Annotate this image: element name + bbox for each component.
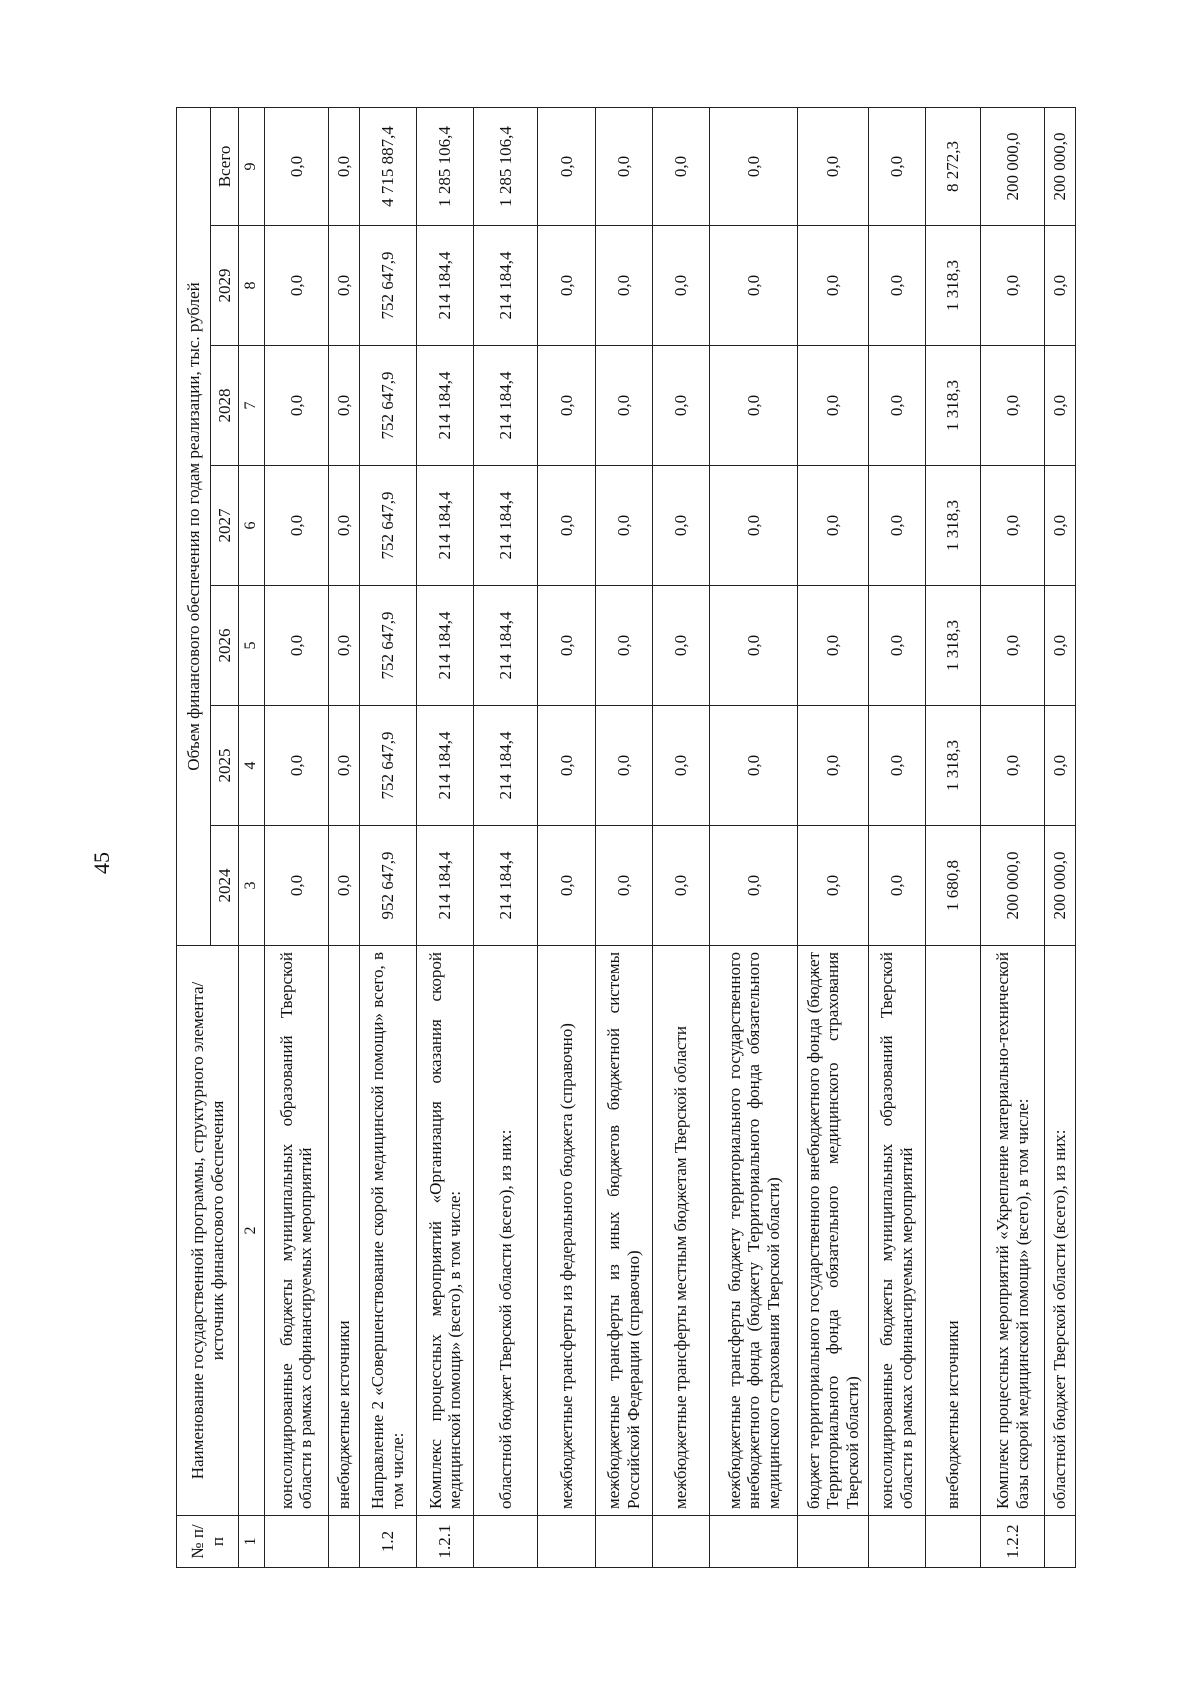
table-row [359, 107, 416, 1567]
row-total-value: 0,0 [652, 107, 709, 225]
row-year-value: 0,0 [595, 346, 652, 466]
row-year-value: 1 318,3 [925, 586, 980, 706]
row-year-value: 0,0 [868, 226, 925, 346]
row-year-value: 0,0 [652, 466, 709, 586]
row-year-value: 0,0 [265, 346, 329, 466]
row-year-value: 0,0 [538, 826, 595, 946]
row-name: межбюджетные трансферты местным бюджетам Тверской области [652, 946, 709, 1516]
row-name: консолидированные бюджеты муниципальных образований Тверской области в рамках софинансируемых мероприятий [868, 946, 925, 1516]
row-year-value: 214 184,4 [417, 826, 474, 946]
table-body [265, 107, 1076, 1567]
row-year-value: 0,0 [652, 826, 709, 946]
table-row [798, 107, 868, 1567]
row-year-value: 0,0 [981, 586, 1045, 706]
row-year-value: 0,0 [595, 706, 652, 826]
row-name: бюджет территориального государственного внебюджетного фонда (бюджет Территориального фонда обязательного медицинского страхования Тверской области) [798, 946, 868, 1516]
column-number: 4 [239, 706, 265, 826]
row-total-value: 200 000,0 [1045, 107, 1076, 225]
row-year-value: 214 184,4 [417, 226, 474, 346]
row-total-value: 1 285 106,4 [474, 107, 538, 225]
financing-table [176, 107, 1076, 1568]
row-name: межбюджетные трансферты из иных бюджетов бюджетной системы Российской Федерации (справочно) [595, 946, 652, 1516]
column-number: 6 [239, 466, 265, 586]
row-name: областной бюджет Тверской области (всего), из них: [1045, 946, 1076, 1516]
rotated-table-wrapper [176, 108, 1076, 1568]
row-total-value: 200 000,0 [981, 107, 1045, 225]
row-year-value: 0,0 [710, 346, 798, 466]
row-number [798, 1516, 868, 1568]
row-year-value: 0,0 [710, 706, 798, 826]
row-total-value: 4 715 887,4 [359, 107, 416, 225]
row-name: межбюджетные трансферты бюджету территориального государственного внебюджетного фонда (бюджету Территориального фонда обязательного медицинского страхования Тверской области) [710, 946, 798, 1516]
row-year-value: 0,0 [538, 466, 595, 586]
row-year-value: 752 647,9 [359, 586, 416, 706]
row-year-value: 0,0 [538, 226, 595, 346]
row-year-value: 0,0 [595, 466, 652, 586]
column-number: 3 [239, 826, 265, 946]
row-name: внебюджетные источники [925, 946, 980, 1516]
header-total: Всего [211, 107, 239, 225]
row-number [474, 1516, 538, 1568]
table-row [1045, 107, 1076, 1567]
row-year-value: 752 647,9 [359, 346, 416, 466]
row-year-value: 214 184,4 [417, 586, 474, 706]
row-year-value: 0,0 [328, 586, 359, 706]
row-year-value: 0,0 [981, 706, 1045, 826]
row-name: Комплекс процессных мероприятий «Укрепление материально-технической базы скорой медицинской помощи» (всего), в том числе: [981, 946, 1045, 1516]
row-year-value: 0,0 [328, 826, 359, 946]
column-number: 1 [239, 1516, 265, 1568]
header-year: 2029 [211, 226, 239, 346]
row-name: внебюджетные источники [328, 946, 359, 1516]
column-number: 8 [239, 226, 265, 346]
column-number: 9 [239, 107, 265, 225]
row-number [328, 1516, 359, 1568]
row-year-value: 0,0 [798, 226, 868, 346]
row-number [538, 1516, 595, 1568]
row-year-value: 0,0 [652, 226, 709, 346]
row-year-value: 1 318,3 [925, 226, 980, 346]
row-year-value: 0,0 [265, 826, 329, 946]
row-name: Направление 2 «Совершенствование скорой медицинской помощи» всего, в том числе: [359, 946, 416, 1516]
row-year-value: 0,0 [981, 226, 1045, 346]
row-total-value: 0,0 [328, 107, 359, 225]
row-year-value: 1 318,3 [925, 706, 980, 826]
row-name: межбюджетные трансферты из федерального бюджета (справочно) [538, 946, 595, 1516]
row-total-value: 0,0 [595, 107, 652, 225]
row-year-value: 0,0 [265, 586, 329, 706]
row-number [710, 1516, 798, 1568]
row-total-value: 8 272,3 [925, 107, 980, 225]
row-year-value: 214 184,4 [474, 826, 538, 946]
row-year-value: 0,0 [652, 346, 709, 466]
table-row [265, 107, 329, 1567]
row-year-value: 0,0 [1045, 466, 1076, 586]
table-row [595, 107, 652, 1567]
row-year-value: 0,0 [710, 826, 798, 946]
row-year-value: 0,0 [710, 226, 798, 346]
row-total-value: 0,0 [868, 107, 925, 225]
row-year-value: 214 184,4 [474, 586, 538, 706]
row-name: областной бюджет Тверской области (всего), из них: [474, 946, 538, 1516]
row-number [925, 1516, 980, 1568]
column-number: 5 [239, 586, 265, 706]
table-row [538, 107, 595, 1567]
row-total-value: 1 285 106,4 [417, 107, 474, 225]
row-year-value: 0,0 [538, 586, 595, 706]
row-year-value: 0,0 [798, 466, 868, 586]
row-year-value: 752 647,9 [359, 466, 416, 586]
row-year-value: 0,0 [328, 706, 359, 826]
row-year-value: 0,0 [652, 706, 709, 826]
table-row [652, 107, 709, 1567]
row-year-value: 214 184,4 [474, 706, 538, 826]
header-year: 2025 [211, 706, 239, 826]
row-year-value: 0,0 [710, 586, 798, 706]
row-year-value: 1 680,8 [925, 826, 980, 946]
row-total-value: 0,0 [798, 107, 868, 225]
row-year-value: 214 184,4 [417, 706, 474, 826]
row-year-value: 214 184,4 [474, 226, 538, 346]
row-year-value: 0,0 [538, 706, 595, 826]
table-row [474, 107, 538, 1567]
table-row [868, 107, 925, 1567]
row-number [1045, 1516, 1076, 1568]
row-number [652, 1516, 709, 1568]
row-year-value: 0,0 [595, 826, 652, 946]
row-number: 1.2.2 [981, 1516, 1045, 1568]
row-year-value: 0,0 [798, 826, 868, 946]
row-year-value: 0,0 [265, 466, 329, 586]
row-year-value: 0,0 [798, 346, 868, 466]
row-year-value: 0,0 [868, 466, 925, 586]
row-year-value: 0,0 [868, 586, 925, 706]
row-year-value: 0,0 [1045, 706, 1076, 826]
table-row [925, 107, 980, 1567]
row-year-value: 0,0 [538, 346, 595, 466]
row-name: Комплекс процессных мероприятий «Организация оказания скорой медицинской помощи» (всего), в том числе: [417, 946, 474, 1516]
row-total-value: 0,0 [538, 107, 595, 225]
row-year-value: 0,0 [868, 346, 925, 466]
row-year-value: 0,0 [868, 826, 925, 946]
table-row [328, 107, 359, 1567]
row-year-value: 0,0 [328, 226, 359, 346]
row-number [595, 1516, 652, 1568]
column-number: 7 [239, 346, 265, 466]
row-number [265, 1516, 329, 1568]
row-year-value: 0,0 [328, 466, 359, 586]
row-year-value: 0,0 [595, 226, 652, 346]
row-year-value: 0,0 [328, 346, 359, 466]
row-year-value: 0,0 [595, 586, 652, 706]
row-year-value: 214 184,4 [474, 346, 538, 466]
row-year-value: 0,0 [868, 706, 925, 826]
table-row [981, 107, 1045, 1567]
header-volume: Объем финансового обеспечения по годам реализации, тыс. рублей [177, 107, 211, 945]
row-number: 1.2.1 [417, 1516, 474, 1568]
row-name: консолидированные бюджеты муниципальных образований Тверской области в рамках софинансируемых мероприятий [265, 946, 329, 1516]
header-year: 2026 [211, 586, 239, 706]
row-year-value: 0,0 [265, 706, 329, 826]
row-year-value: 200 000,0 [1045, 826, 1076, 946]
page-number: 45 [89, 852, 114, 874]
row-year-value: 0,0 [981, 346, 1045, 466]
row-year-value: 0,0 [710, 466, 798, 586]
column-number: 2 [239, 946, 265, 1516]
row-year-value: 0,0 [1045, 226, 1076, 346]
row-total-value: 0,0 [265, 107, 329, 225]
row-year-value: 0,0 [265, 226, 329, 346]
row-year-value: 952 647,9 [359, 826, 416, 946]
header-no: № п/п [177, 1516, 239, 1568]
row-year-value: 0,0 [1045, 586, 1076, 706]
header-year: 2028 [211, 346, 239, 466]
row-total-value: 0,0 [710, 107, 798, 225]
row-year-value: 1 318,3 [925, 346, 980, 466]
row-year-value: 0,0 [798, 706, 868, 826]
row-year-value: 0,0 [1045, 346, 1076, 466]
row-year-value: 214 184,4 [474, 466, 538, 586]
row-number: 1.2 [359, 1516, 416, 1568]
row-year-value: 0,0 [798, 586, 868, 706]
header-name: Наименование государственной программы, структурного элемента/источник финансового обеспечения [177, 946, 239, 1516]
row-year-value: 752 647,9 [359, 706, 416, 826]
row-year-value: 0,0 [981, 466, 1045, 586]
row-year-value: 214 184,4 [417, 346, 474, 466]
table-row [710, 107, 798, 1567]
row-year-value: 752 647,9 [359, 226, 416, 346]
row-year-value: 200 000,0 [981, 826, 1045, 946]
row-year-value: 1 318,3 [925, 466, 980, 586]
header-year: 2027 [211, 466, 239, 586]
row-number [868, 1516, 925, 1568]
header-year: 2024 [211, 826, 239, 946]
row-year-value: 214 184,4 [417, 466, 474, 586]
row-year-value: 0,0 [652, 586, 709, 706]
table-row [417, 107, 474, 1567]
